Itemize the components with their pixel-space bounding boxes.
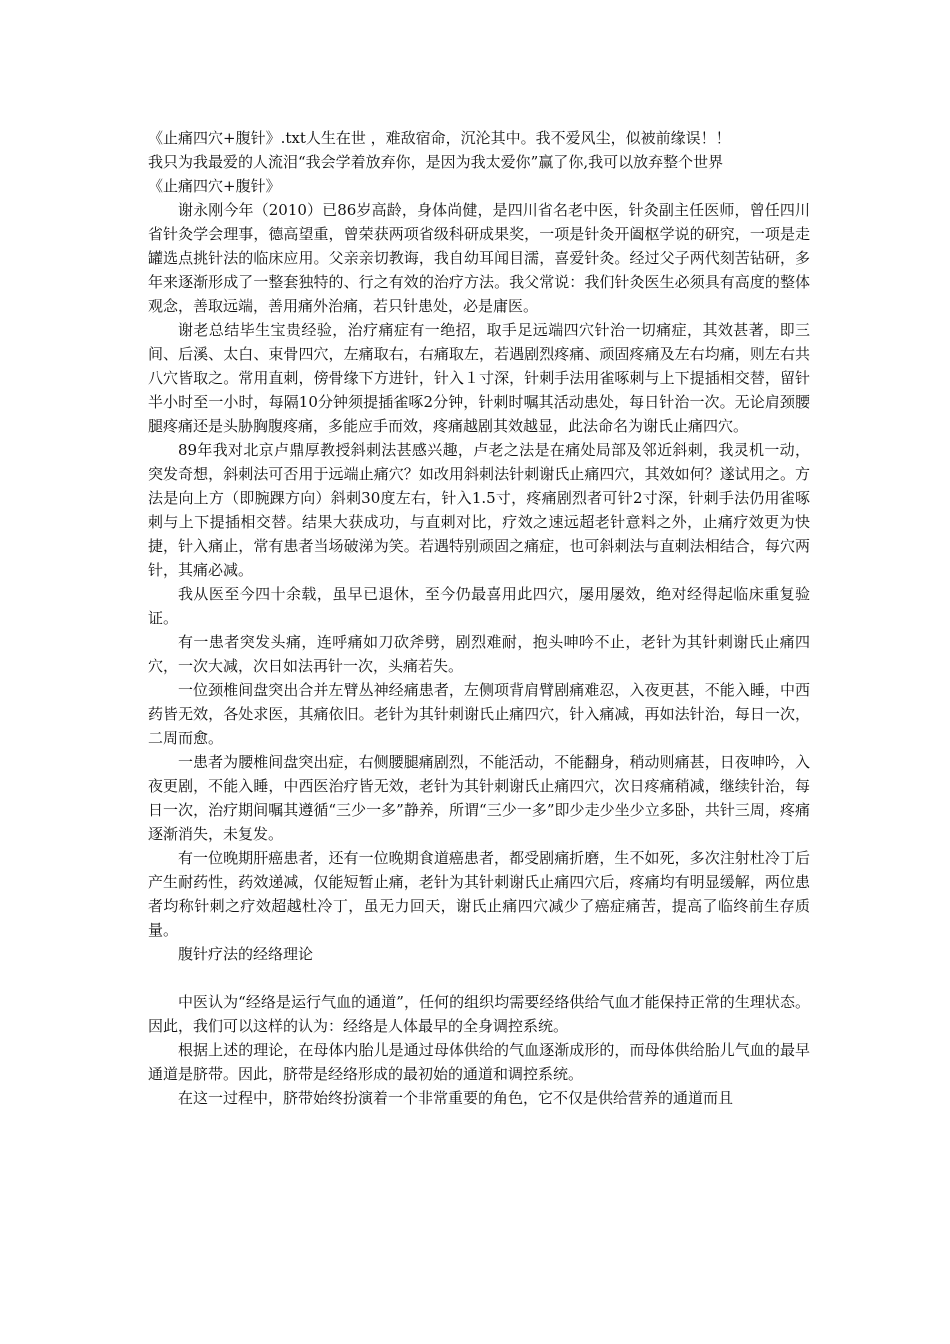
paragraph: 有一位晚期肝癌患者，还有一位晚期食道癌患者，都受剧痛折磨，生不如死，多次注射杜冷丁后产生耐药性，药效递减，仅能短暂止痛，老针为其针刺谢氏止痛四穴后，疼痛均有明显缓解，两位患者均称针刺之疗效超越杜冷丁，虽无力回天，谢氏止痛四穴减少了癌症痛苦，提高了临终前生存质量。 [148, 849, 810, 939]
paragraph: 谢老总结毕生宝贵经验，治疗痛症有一绝招，取手足远端四穴针治一切痛症，其效甚著，即三间、后溪、太白、束骨四穴，左痛取右，右痛取左，若遇剧烈疼痛、顽固疼痛及左右均痛，则左右共八穴皆取之。常用直刺，傍骨缘下方进针，针入１寸深，针刺手法用雀啄刺与上下提插相交替，留针半小时至一小时，每隔10分钟须提插雀啄2分钟，针刺时嘱其活动患处，每日针治一次。无论肩颈腰腿疼痛还是头胁胸腹疼痛，多能应手而效，疼痛越剧其效越显，此法命名为谢氏止痛四穴。 [148, 321, 810, 435]
document-title: 《止痛四穴+腹针》 [148, 177, 281, 195]
paragraph: 在这一过程中，脐带始终扮演着一个非常重要的角色，它不仅是供给营养的通道而且 [178, 1089, 734, 1107]
paragraph: 谢永刚今年（2010）已86岁高龄，身体尚健，是四川省名老中医，针灸副主任医师，曾任四川省针灸学会理事，德高望重，曾荣获两项省级科研成果奖，一项是针灸开阖枢学说的研究，一项是走罐选点挑针法的临床应用。父亲亲切教诲，我自幼耳闻目濡，喜爱针灸。经过父子两代刻苦钻研，多年来逐渐形成了一整套独特的、行之有效的治疗方法。我父常说：我们针灸医生必须具有高度的整体观念，善取远端，善用痛外治痛，若只针患处，必是庸医。 [148, 201, 810, 315]
paragraph: 我从医至今四十余载，虽早已退休，至今仍最喜用此四穴，屡用屡效，绝对经得起临床重复验证。 [148, 585, 810, 627]
paragraph: 根据上述的理论，在母体内胎儿是通过母体供给的气血逐渐成形的，而母体供给胎儿气血的最早通道是脐带。因此，脐带是经络形成的最初始的通道和调控系统。 [148, 1041, 810, 1083]
header-line-1: 《止痛四穴+腹针》.txt人生在世 ，难敌宿命，沉沦其中。我不爱风尘，似被前缘误！！ [148, 129, 731, 147]
section-heading: 腹针疗法的经络理论 [178, 945, 314, 963]
paragraph: 一患者为腰椎间盘突出症，右侧腰腿痛剧烈，不能活动，不能翻身，稍动则痛甚，日夜呻吟，入夜更剧，不能入睡，中西医治疗皆无效，老针为其针刺谢氏止痛四穴，次日疼痛稍减，继续针治，每日一次，治疗期间嘱其遵循“三少一多”静养，所谓“三少一多”即少走少坐少立多卧，共针三周，疼痛逐渐消失，未复发。 [148, 753, 810, 843]
paragraph: 有一患者突发头痛，连呼痛如刀砍斧劈，剧烈难耐，抱头呻吟不止，老针为其针刺谢氏止痛四穴，一次大减，次日如法再针一次，头痛若失。 [148, 633, 810, 675]
paragraph: 一位颈椎间盘突出合并左臂丛神经痛患者，左侧项背肩臂剧痛难忍，入夜更甚，不能入睡，中西药皆无效，各处求医，其痛依旧。老针为其针刺谢氏止痛四穴，针入痛减，再如法针治，每日一次，二周而愈。 [148, 681, 810, 747]
blank-line [148, 966, 810, 990]
paragraph: 中医认为“经络是运行气血的通道”，任何的组织均需要经络供给气血才能保持正常的生理状态。因此，我们可以这样的认为：经络是人体最早的全身调控系统。 [148, 993, 810, 1035]
paragraph: 89年我对北京卢鼎厚教授斜刺法甚感兴趣，卢老之法是在痛处局部及邻近斜刺，我灵机一动，突发奇想，斜刺法可否用于远端止痛穴？如改用斜刺法针刺谢氏止痛四穴，其效如何？遂试用之。方法是向上方（即腕踝方向）斜刺30度左右，针入1.5寸，疼痛剧烈者可针2寸深，针刺手法仍用雀啄刺与上下提插相交替。结果大获成功，与直刺对比，疗效之速远超老针意料之外，止痛疗效更为快捷，针入痛止，常有患者当场破涕为笑。若遇特别顽固之痛症，也可斜刺法与直刺法相结合，每穴两针，其痛必减。 [148, 441, 810, 579]
header-line-2: 我只为我最爱的人流泪“我会学着放弃你，是因为我太爱你”赢了你,我可以放弃整个世界 [148, 153, 724, 171]
